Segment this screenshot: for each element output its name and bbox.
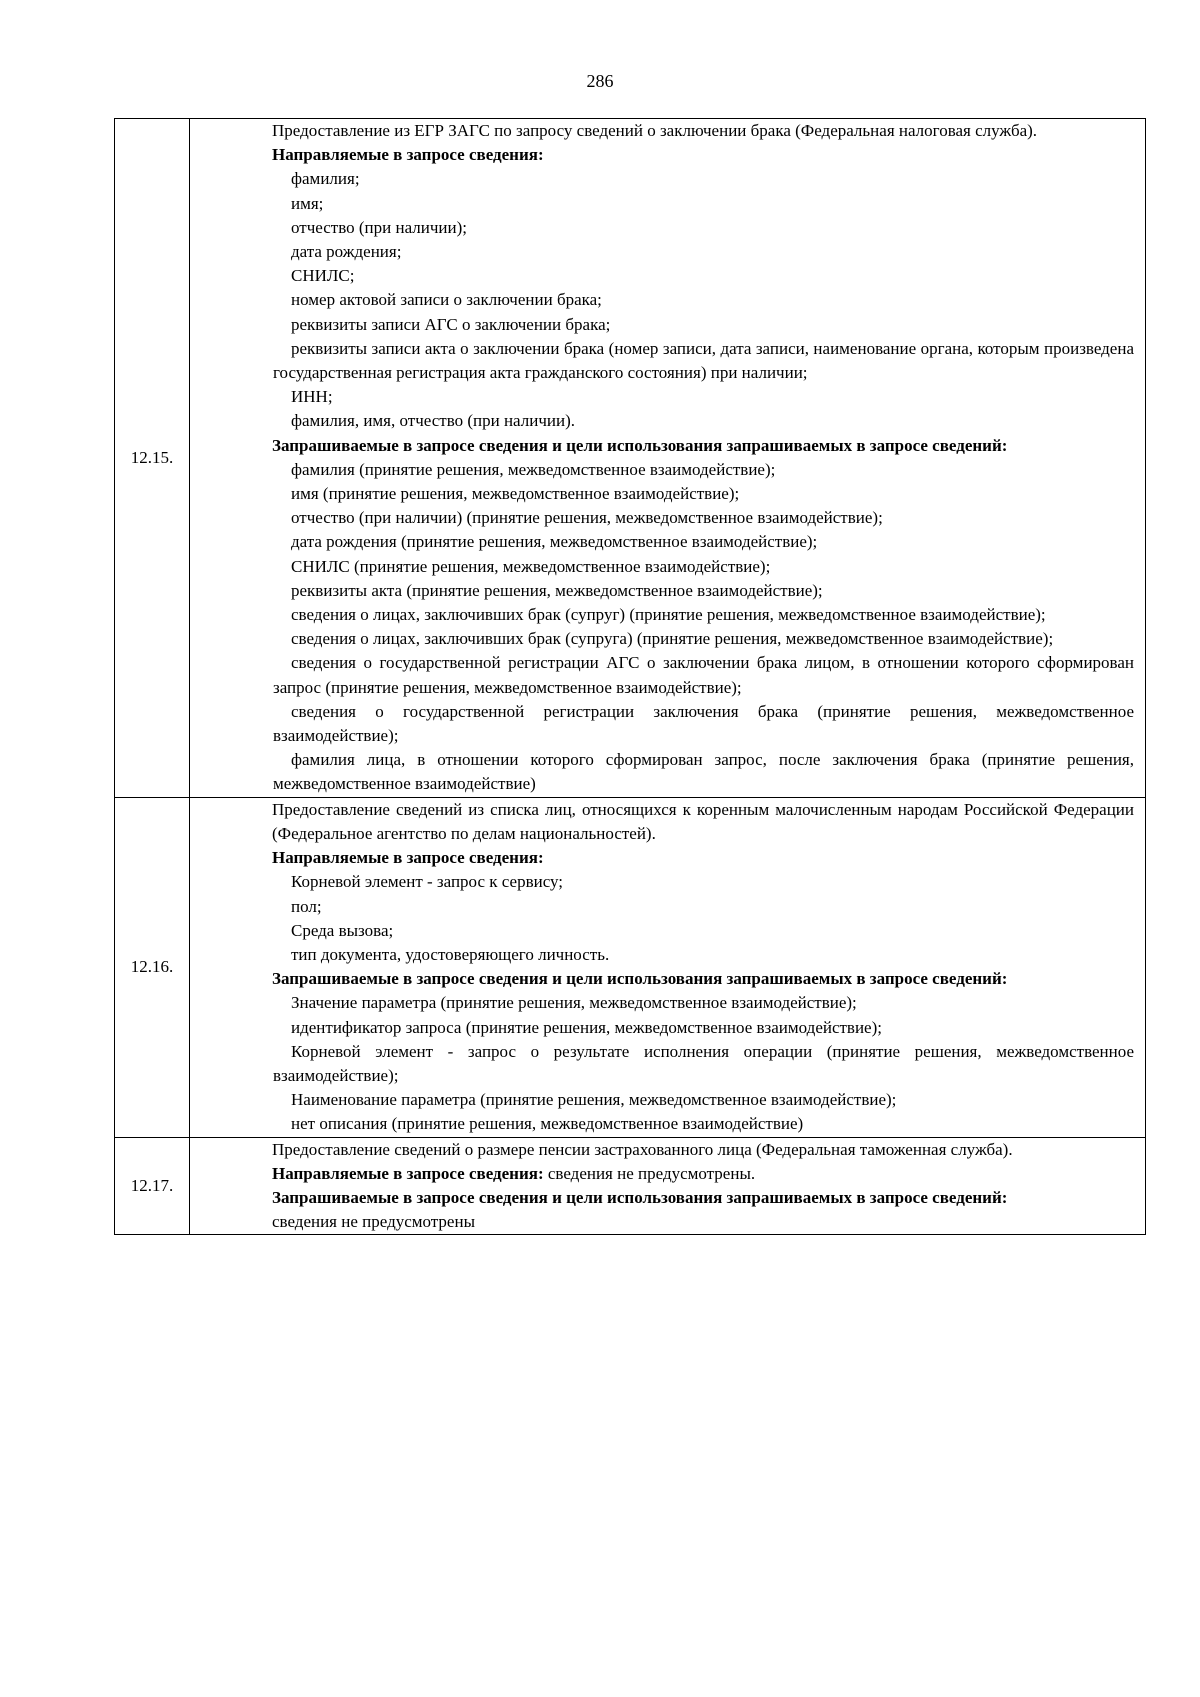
table-row-12-15 xyxy=(115,119,1146,798)
requested-item: СНИЛС (принятие решения, межведомственное взаимодействие); xyxy=(291,556,771,576)
sent-item: имя; xyxy=(291,193,324,213)
requested-item: сведения о лицах, заключивших брак (супруга) (принятие решения, межведомственное взаимодействие); xyxy=(291,629,1054,649)
requested-item: Значение параметра (принятие решения, межведомственное взаимодействие); xyxy=(291,993,857,1013)
sent-item: Среда вызова; xyxy=(291,920,394,940)
sent-item: реквизиты записи АГС о заключении брака; xyxy=(291,314,611,334)
sent-item: отчество (при наличии); xyxy=(291,217,467,237)
requested-inline-value: сведения не предусмотрены xyxy=(272,1212,475,1232)
sent-heading: Направляемые в запросе сведения: xyxy=(272,848,544,868)
requested-item: идентификатор запроса (принятие решения, межведомственное взаимодействие); xyxy=(291,1017,882,1037)
sent-item: реквизиты записи акта о заключении брака (номер записи, дата записи, наименование органа, которым произведена государственная регистрация акта гражданского состояния) при наличии; xyxy=(273,338,1134,383)
row-title: Предоставление сведений из списка лиц, относящихся к коренным малочисленным народам Российской Федерации (Федеральное агентство по делам национальностей). xyxy=(272,799,1134,843)
requested-item: фамилия лица, в отношении которого сформирован запрос, после заключения брака (принятие решения, межведомственное взаимодействие) xyxy=(273,750,1134,794)
requested-item: отчество (при наличии) (принятие решения, межведомственное взаимодействие); xyxy=(291,508,883,528)
sent-item: пол; xyxy=(291,896,322,916)
requested-heading: Запрашиваемые в запросе сведения и цели использования запрашиваемых в запросе сведений: xyxy=(272,1187,1008,1207)
sent-heading: Направляемые в запросе сведения: xyxy=(272,145,544,165)
sent-item: тип документа, удостоверяющего личность. xyxy=(291,944,610,964)
requested-item: реквизиты акта (принятие решения, межведомственное взаимодействие); xyxy=(291,580,823,600)
requested-item: сведения о государственной регистрации заключения брака (принятие решения, межведомственное взаимодействие); xyxy=(273,701,1134,746)
services-table xyxy=(114,118,1146,1235)
sent-item: фамилия, имя, отчество (при наличии). xyxy=(291,411,575,431)
sent-item: Корневой элемент - запрос к сервису; xyxy=(291,872,564,892)
table-row-12-16 xyxy=(115,797,1146,1137)
sent-inline-value: сведения не предусмотрены. xyxy=(543,1163,756,1183)
sent-item: СНИЛС; xyxy=(291,266,355,286)
page-number: 286 xyxy=(586,71,614,91)
row-content xyxy=(190,797,1146,1137)
row-number: 12.15. xyxy=(115,119,190,798)
row-content xyxy=(190,119,1146,798)
sent-line xyxy=(272,1162,1134,1186)
requested-item: Наименование параметра (принятие решения, межведомственное взаимодействие); xyxy=(291,1090,897,1110)
sent-item: номер актовой записи о заключении брака; xyxy=(291,290,602,310)
requested-item: имя (принятие решения, межведомственное взаимодействие); xyxy=(291,484,740,504)
requested-heading: Запрашиваемые в запросе сведения и цели использования запрашиваемых в запросе сведений: xyxy=(272,435,1008,455)
table-row-12-17 xyxy=(115,1137,1146,1235)
requested-item: дата рождения (принятие решения, межведомственное взаимодействие); xyxy=(291,532,818,552)
requested-item: Корневой элемент - запрос о результате исполнения операции (принятие решения, межведомственное взаимодействие); xyxy=(273,1041,1134,1085)
requested-heading: Запрашиваемые в запросе сведения и цели использования запрашиваемых в запросе сведений: xyxy=(272,969,1008,989)
requested-item: сведения о государственной регистрации АГС о заключении брака лицом, в отношении которого сформирован запрос (принятие решения, межведомственное взаимодействие); xyxy=(273,653,1134,697)
row-number: 12.16. xyxy=(115,797,190,1137)
sent-heading: Направляемые в запросе сведения: xyxy=(272,1163,544,1183)
requested-item: нет описания (принятие решения, межведомственное взаимодействие) xyxy=(291,1114,804,1134)
sent-item: дата рождения; xyxy=(291,242,402,262)
row-number: 12.17. xyxy=(115,1137,190,1235)
row-content xyxy=(190,1137,1146,1235)
row-title: Предоставление сведений о размере пенсии застрахованного лица (Федеральная таможенная служба). xyxy=(272,1139,1013,1159)
requested-item: сведения о лицах, заключивших брак (супруг) (принятие решения, межведомственное взаимодействие); xyxy=(291,605,1046,625)
sent-item: ИНН; xyxy=(291,387,333,407)
requested-item: фамилия (принятие решения, межведомственное взаимодействие); xyxy=(291,459,776,479)
row-title: Предоставление из ЕГР ЗАГС по запросу сведений о заключении брака (Федеральная налоговая служба). xyxy=(272,121,1038,140)
sent-item: фамилия; xyxy=(291,169,360,189)
